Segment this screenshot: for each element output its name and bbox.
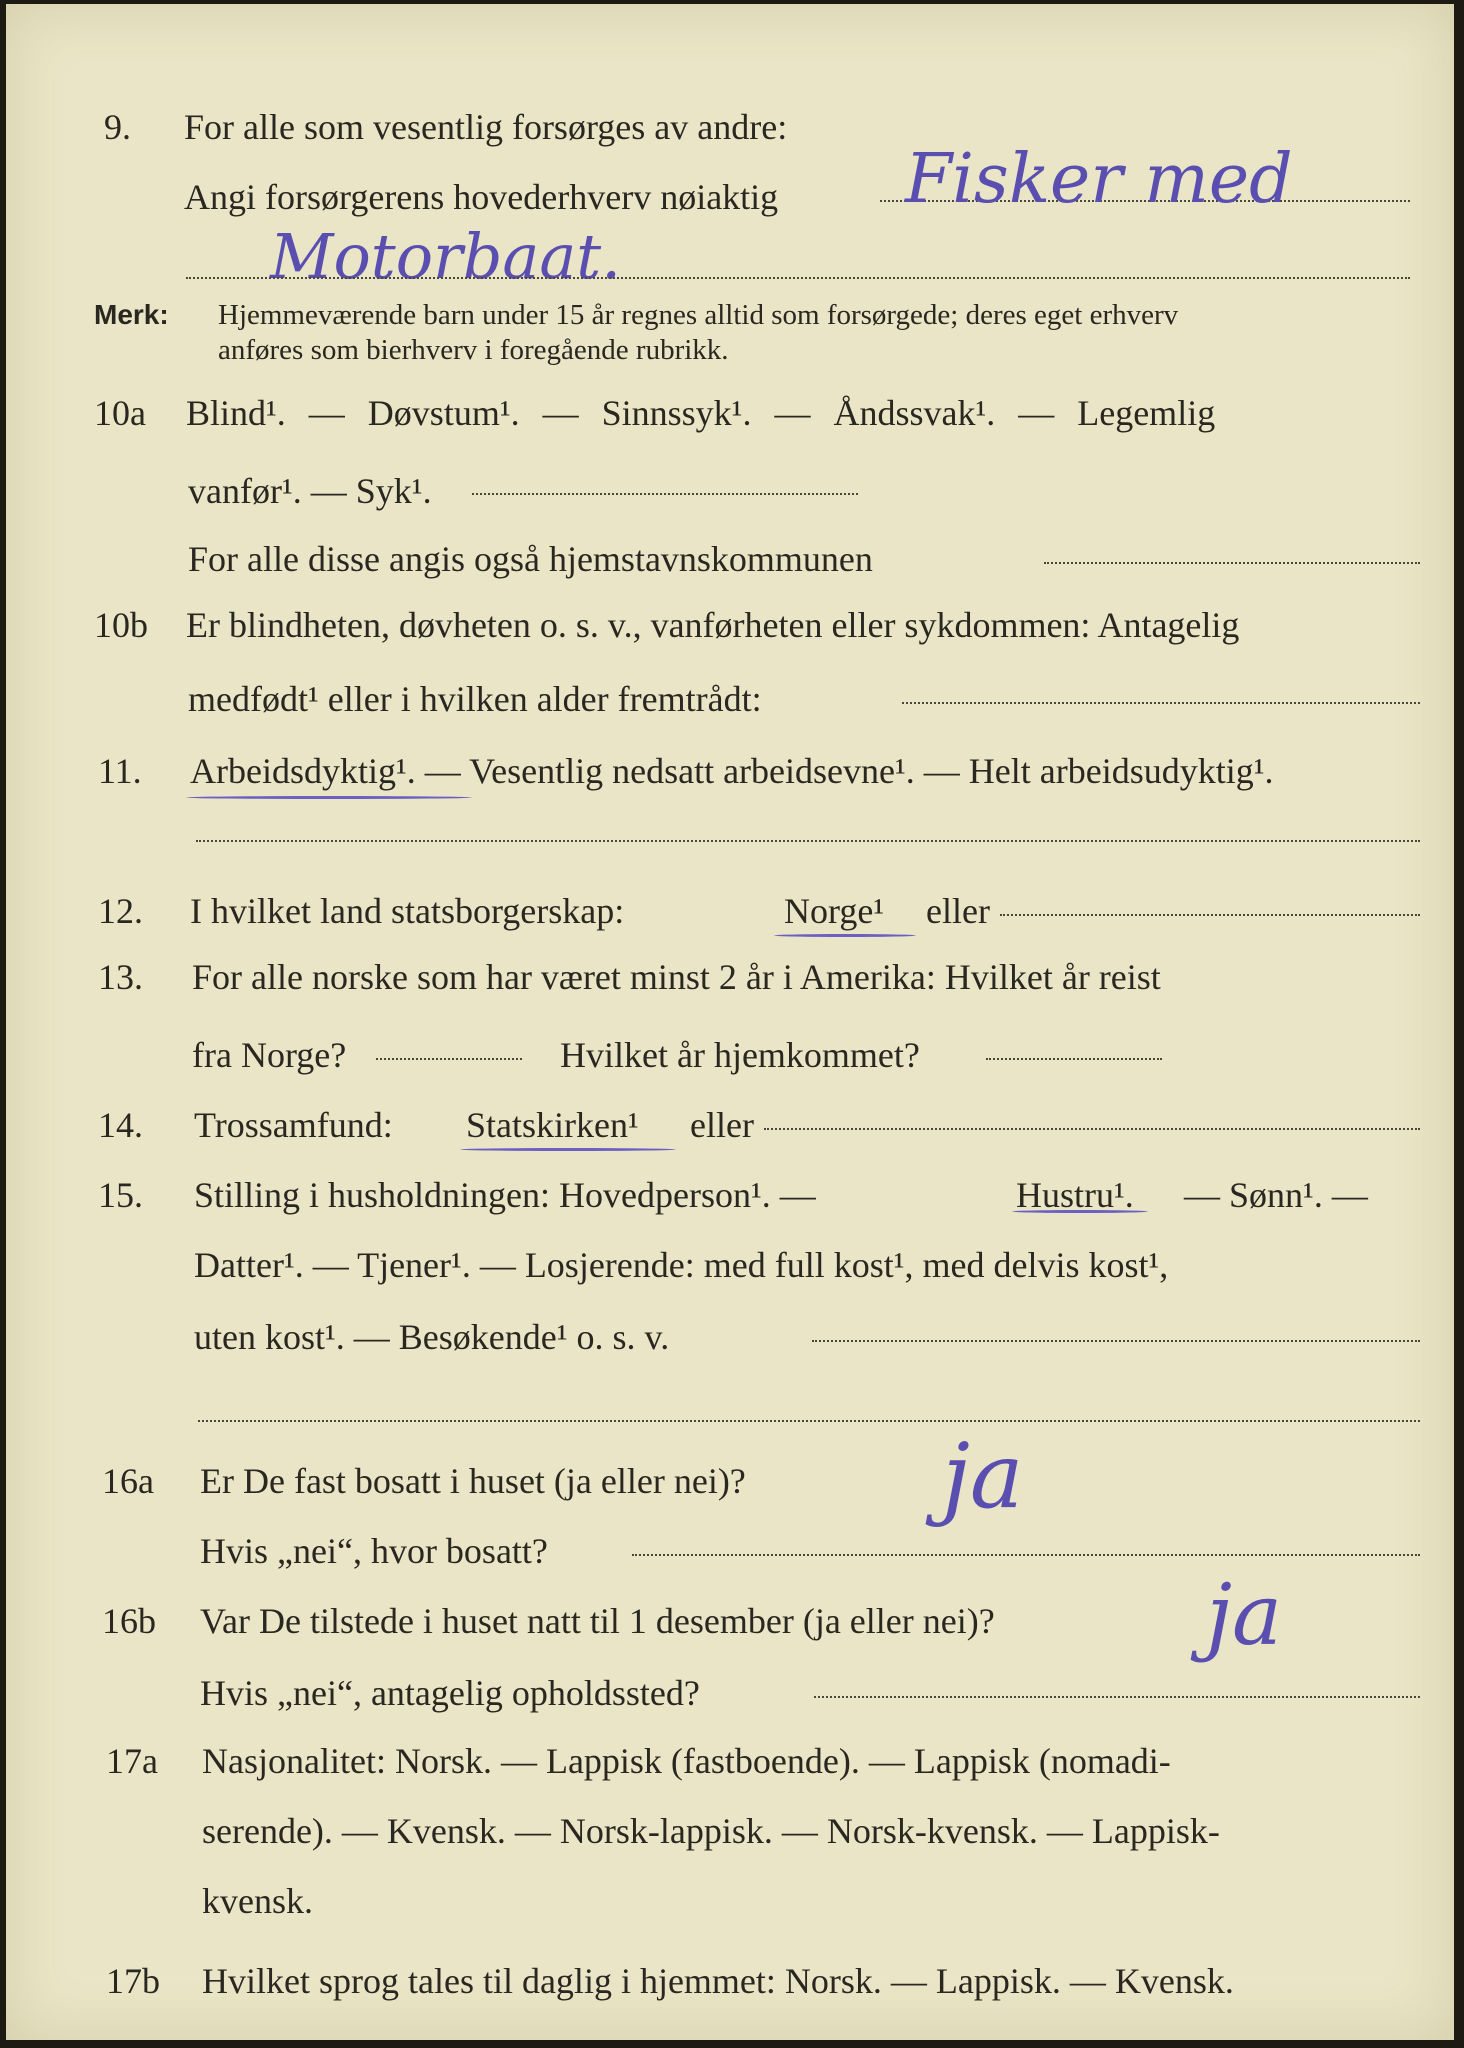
q15-dotted-line-2 [198,1420,1420,1422]
q15-line-2 [0,1240,1464,1290]
q13-dotted-line-1 [376,1058,522,1060]
q9-occupation-label: Angi forsørgerens hovederhverv nøiaktig [184,177,779,217]
q14-text: Trossamfund: [194,1105,393,1145]
q17a-line-2 [0,1806,1464,1856]
q10a-line-3 [0,534,1464,584]
handwritten-answer-16b: ja [1206,1566,1283,1664]
q17a-line-3 [0,1876,1464,1926]
handwritten-occupation-1: Fisker med [905,140,1293,219]
q17b-number: 17b [106,1961,160,2001]
q17b-line [0,1956,1464,2006]
q16a-text-2: Hvis „nei“, hvor bosatt? [200,1531,548,1571]
q17a-text: Nasjonalitet: Norsk. — Lappisk (fastboende). — Lappisk (nomadi- [202,1741,1171,1781]
q12-norge: Norge¹ [784,891,885,931]
q16b-text: Var De tilstede i huset natt til 1 desember (ja eller nei)? [200,1601,995,1641]
q12-underline-mark [774,934,916,937]
q11-line [0,746,1464,796]
q15-dotted-line-1 [812,1340,1420,1342]
q9-text: For alle som vesentlig forsørges av andre: [184,107,788,147]
q16b-text-2: Hvis „nei“, antagelig opholdssted? [200,1673,700,1713]
merk-text-2: anføres som bierhverv i foregående rubrikk. [218,334,729,366]
handwritten-occupation-2: Motorbaat. [270,220,621,293]
q15-underline-mark [1012,1210,1148,1213]
q11-dotted-line [196,840,1420,842]
q15-line-1 [0,1170,1464,1220]
q15-text-3: uten kost¹. — Besøkende¹ o. s. v. [194,1317,670,1357]
merk-label: Merk: [94,299,169,330]
q10a-text-3: For alle disse angis også hjemstavnskommunen [188,539,873,579]
q12-line [0,886,1464,936]
q10a-line-2 [0,466,1464,516]
q15-text-end: — Sønn¹. — [1184,1175,1368,1215]
q12-number: 12. [98,891,143,931]
q10a-dotted-line-2 [1044,562,1420,564]
q13-text: For alle norske som har været minst 2 år i Amerika: Hvilket år reist [192,957,1161,997]
q14-line [0,1100,1464,1150]
q11-text: Arbeidsdyktig¹. — Vesentlig nedsatt arbeidsevne¹. — Helt arbeidsudyktig¹. [190,751,1274,791]
q17a-text-2: serende). — Kvensk. — Norsk-lappisk. — Norsk-kvensk. — Lappisk- [202,1811,1220,1851]
q13-line-1 [0,952,1464,1002]
q15-text-2: Datter¹. — Tjener¹. — Losjerende: med full kost¹, med delvis kost¹, [194,1245,1169,1285]
q11-underline-mark [186,796,472,799]
q13-line-2 [0,1030,1464,1080]
q16b-line-2 [0,1668,1464,1718]
merk-line-2 [0,325,1464,375]
q14-underline-mark [460,1148,676,1151]
q10b-dotted-line [902,702,1420,704]
q14-dotted-line [764,1128,1420,1130]
q15-text: Stilling i husholdningen: Hovedperson¹. — [194,1175,816,1215]
q15-line-3 [0,1312,1464,1362]
merk-text: Hjemmeværende barn under 15 år regnes alltid som forsørgede; deres eget erhverv [218,299,1179,331]
q13-hjemkommet-label: Hvilket år hjemkommet? [560,1035,920,1075]
q10a-number: 10a [94,393,146,433]
q12-text: I hvilket land statsborgerskap: [190,891,625,931]
q14-eller: eller [690,1105,754,1145]
q9-dotted-line-2 [186,277,1410,279]
q16a-line-1 [0,1456,1464,1506]
q9-number: 9. [104,107,131,147]
q10b-text: Er blindheten, døvheten o. s. v., vanførheten eller sykdommen: Antagelig [186,605,1240,645]
q10a-dotted-line-1 [472,493,858,495]
q11-number: 11. [98,751,142,791]
q14-number: 14. [98,1105,143,1145]
q12-eller: eller [926,891,990,931]
q13-dotted-line-2 [986,1058,1162,1060]
q16a-text: Er De fast bosatt i huset (ja eller nei)? [200,1461,746,1501]
q17b-text: Hvilket sprog tales til daglig i hjemmet: Norsk. — Lappisk. — Kvensk. [202,1961,1234,2001]
q12-dotted-line [1000,914,1420,916]
q16b-number: 16b [102,1601,156,1641]
q17a-text-3: kvensk. [202,1881,313,1921]
q10b-number: 10b [94,605,148,645]
q10a-line-1 [0,388,1464,438]
q10b-text-2: medfødt¹ eller i hvilken alder fremtrådt: [188,679,762,719]
q13-reist-label: fra Norge? [192,1035,347,1075]
q13-number: 13. [98,957,143,997]
q15-number: 15. [98,1175,143,1215]
q16a-dotted-line [632,1554,1420,1556]
q10a-text: Blind¹. — Døvstum¹. — Sinnssyk¹. — Åndssvak¹. — Legemlig [186,393,1216,433]
q17a-number: 17a [106,1741,158,1781]
q10b-line-1 [0,600,1464,650]
handwritten-answer-16a: ja [942,1424,1024,1529]
q16b-dotted-line [814,1696,1420,1698]
q16a-number: 16a [102,1461,154,1501]
q15-hustru: Hustru¹. [1016,1175,1134,1215]
q14-statskirken: Statskirken¹ [466,1105,639,1145]
q17a-line-1 [0,1736,1464,1786]
q10b-line-2 [0,674,1464,724]
q10a-text-2: vanfør¹. — Syk¹. [188,471,432,511]
